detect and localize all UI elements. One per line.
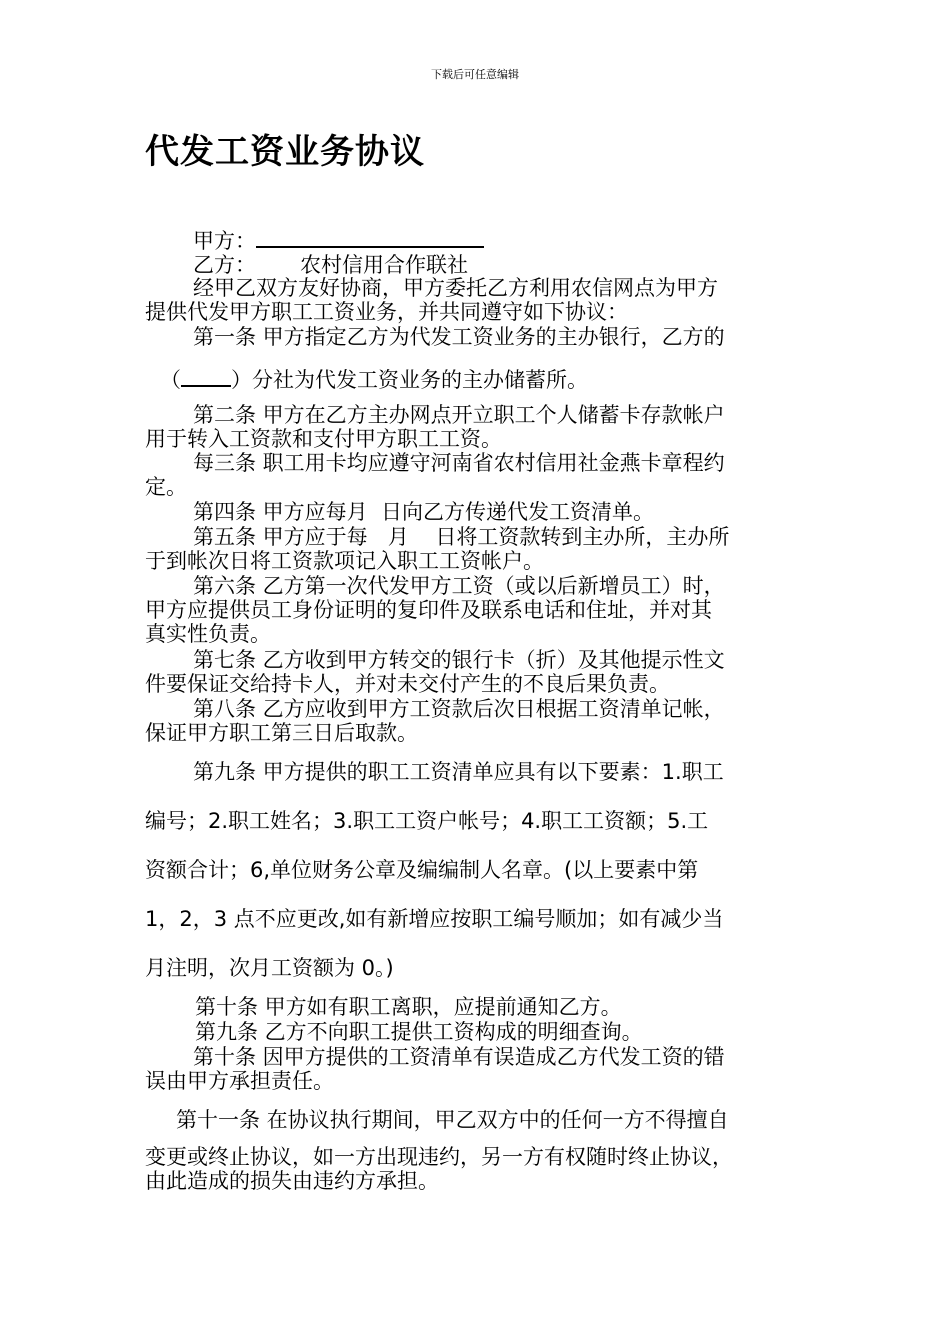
article-2-line-2: 用于转入工资款和支付甲方职工工资。 (145, 427, 502, 451)
branch-blank (181, 365, 231, 387)
article-2-line-1: 第二条 甲方在乙方主办网点开立职工个人储蓄卡存款帐户 (193, 403, 725, 427)
party-a-line (193, 226, 484, 253)
party-a-label: 甲方： (193, 229, 256, 253)
intro-line-2: 提供代发甲方职工工资业务，并共同遵守如下协议： (145, 300, 628, 324)
article-10a-line: 第十条 甲方如有职工离职，应提前通知乙方。 (195, 995, 622, 1019)
article-9-line-3: 资额合计；6,单位财务公章及编编制人名章。(以上要素中第 (145, 858, 699, 882)
article-6-line-1: 第六条 乙方第一次代发甲方工资（或以后新增员工）时， (193, 574, 725, 598)
article-5-line-2: 于到帐次日将工资款项记入职工工资帐户。 (145, 549, 544, 573)
article-8-line-1: 第八条 乙方应收到甲方工资款后次日根据工资清单记帐， (193, 697, 725, 721)
article-7-line-1: 第七条 乙方收到甲方转交的银行卡（折）及其他提示性文 (193, 648, 725, 672)
party-b-name: 农村信用合作联社 (300, 253, 468, 277)
article-5-line-1: 第五条 甲方应于每 月 日将工资款转到主办所，主办所 (193, 525, 730, 549)
party-b-line (193, 253, 468, 277)
article-9-line-5: 月注明，次月工资额为 0。) (145, 956, 394, 980)
article-1-open-paren: （ (160, 368, 181, 392)
article-3-line-1: 每三条 职工用卡均应遵守河南省农村信用社金燕卡章程约 (193, 451, 725, 475)
article-1-line-2 (160, 365, 588, 392)
article-3-line-2: 定。 (145, 475, 187, 499)
article-11-line-3: 由此造成的损失由违约方承担。 (145, 1169, 439, 1193)
article-6-line-2: 甲方应提供员工身份证明的复印件及联系电话和住址，并对其 (145, 598, 712, 622)
article-7-line-2: 件要保证交给持卡人，并对未交付产生的不良后果负责。 (145, 672, 670, 696)
party-b-label: 乙方： (193, 253, 256, 277)
article-11-line-1: 第十一条 在协议执行期间，甲乙双方中的任何一方不得擅自 (176, 1108, 729, 1132)
document-title: 代发工资业务协议 (145, 132, 425, 172)
article-1-line-1: 第一条 甲方指定乙方为代发工资业务的主办银行，乙方的 (193, 325, 725, 349)
party-a-blank (256, 226, 484, 248)
article-8-line-2: 保证甲方职工第三日后取款。 (145, 721, 418, 745)
article-1-text: ）分社为代发工资业务的主办储蓄所。 (231, 368, 588, 392)
article-10b-line-1: 第十条 因甲方提供的工资清单有误造成乙方代发工资的错 (193, 1045, 725, 1069)
article-4-line: 第四条 甲方应每月 日向乙方传递代发工资清单。 (193, 500, 655, 524)
intro-line-1: 经甲乙双方友好协商，甲方委托乙方利用农信网点为甲方 (193, 276, 718, 300)
article-9-line-1: 第九条 甲方提供的职工工资清单应具有以下要素：1.职工 (193, 760, 724, 784)
article-9-line-4: 1，2，3 点不应更改,如有新增应按职工编号顺加；如有减少当 (145, 907, 724, 931)
article-9b-line: 第九条 乙方不向职工提供工资构成的明细查询。 (195, 1020, 643, 1044)
article-9-line-2: 编号；2.职工姓名；3.职工工资户帐号；4.职工工资额；5.工 (145, 809, 709, 833)
article-10b-line-2: 误由甲方承担责任。 (145, 1069, 334, 1093)
article-6-line-3: 真实性负责。 (145, 622, 271, 646)
header-note: 下载后可任意编辑 (431, 68, 519, 81)
article-11-line-2: 变更或终止协议，如一方出现违约，另一方有权随时终止协议， (145, 1145, 733, 1169)
